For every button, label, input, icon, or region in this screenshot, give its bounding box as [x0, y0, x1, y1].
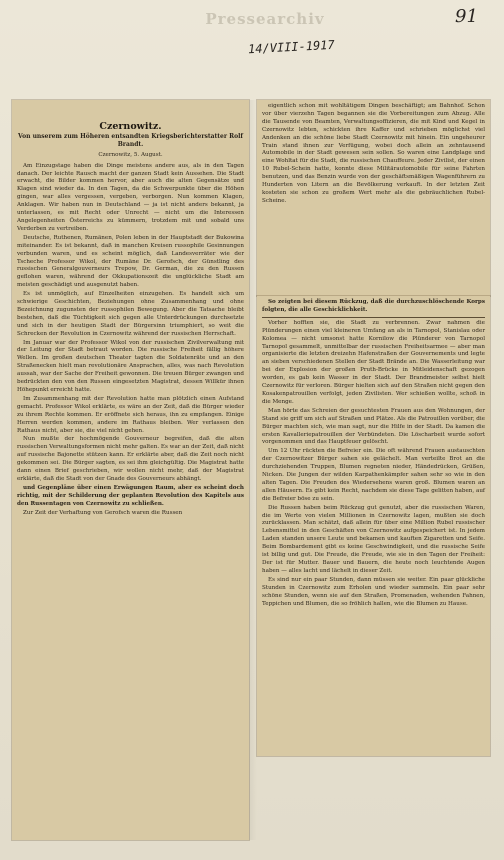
left-column [12, 100, 249, 522]
left-paragraph: Deutsche, Ruthenen, Rumänen, Polen leben in der Hauptstadt der Bukowina miteinander. Es ist bekannt, daß in manchen Kreisen russophile Gesinnungen verbunden waren, und es scheint möglich, daß Landesverräter wie der Tscheche Professor Wikol, der Rumäne Dr. Gerofsch, der Günstling des russischen Generalgouverneurs Trepow, Dr. German, die zu den Russen geflohen waren, während der Okkupationszeit die unglückliche Stadt am meisten geschädigt und ausgenutzt haben. [17, 234, 244, 289]
left-bold-paragraph: und Gegenpläne über einen Erwägungen Raum, aber es scheint doch richtig, mit der Schilderung der geplanten Revolution des Kapitels aus den Russentagen von Czernowitz zu schließen. [17, 484, 244, 507]
left-paragraph: Im Januar war der Professor Wikol von der russischen Zivilverwaltung mit der Leitung der Stadt betraut worden. Die russische Freiheit fällig höhere Wellen. Im großen deutschen Theater tagten die Soldatenräte und an den Straßenecken hielt man revolutionäre Ansprachen, alles, was nach Revolution aussah, war der Sache der Freiheit gewonnen. Die treuen Bürger zwangen und bedrückten den von den Russen eingesetzten Magistrat, dessen Willkür ihnen Höhepunkt erreicht hatte. [17, 339, 244, 393]
newspaper-clipping-left [12, 100, 249, 840]
article-byline: Von unserem zum Höheren entsandten Kriegsberichterstatter Rolf Brandt. [18, 132, 243, 148]
right-bottom-paragraph: Es sind nur ein paar Stunden, dann müssen sie weiter. Ein paar glückliche Stunden in Czernowitz zum Erholen und wieder sammeln. Ein paar sehr schöne Stunden, wenn sie auf den Straßen, Promenaden, wehenden Fahnen, Teppichen und Blumen, die so fröhlich hallen, wie die Blumen zu Hause. [262, 576, 485, 607]
handwritten-date: 14/VIII-1917 [247, 37, 336, 57]
right-bottom-column [257, 296, 490, 612]
archive-stamp: Pressearchiv [205, 10, 325, 28]
right-bottom-paragraph: Vorher hofften sie, die Stadt zu verbrennen. Zwar nahmen die Plünderungen einen viel kleineren Umfang an als in Tarnopol, Stanislau oder Kolomea — nicht umsonst hatte Kornilow die Plünderer von Tarnopol Tarnopol gesammelt, unmittelbar der russischen Freiheitsarmee — aber man organisierte die letzten dreizehn Hafenstraßen der Gouvernements und legte an sieben verschiedenen Stellen der Stadt Brände an. Die Wasserleitung war bei der Explosion der großen Pruth-Brücke in Mitleidenschaft gezogen worden, es gab kein Wasser in der Stadt. Der Brandmeister selbst hielt Czernowitz für verloren. Bürger hielten sich auf den Straßen nicht gegen den Kosakenpatrouillen verfolgt, jeden Zivilisten. Wer schießen wollte, schoß in die Menge. [262, 319, 485, 405]
article-title: Czernowitz. [99, 121, 162, 132]
left-paragraph: Zur Zeit der Verhaftung von Gerofsch waren die Russen [23, 509, 183, 516]
gutter-shadow [249, 100, 257, 840]
right-bottom-paragraph: Man hörte das Schreien der gesuchtesten Frauen aus den Wohnungen, der Stand sie griff um sich auf Straßen und Plätze. Als die Patrouillen vorüber, die Bürger machten sich, wie man sagt, nur die Hilfe in der Stadt. Da kamen die ersten Kavalleriepatrouillen der Verbündeten. Die Löscharbeit wurde sofort vorgenommen und das Hauptfeuer gelöscht. [262, 407, 485, 446]
column-divider [262, 317, 485, 318]
handwritten-page-number: 91 [455, 6, 478, 27]
left-paragraph: Am Einzugstage haben die Dinge meistens andere aus, als in den Tagen danach. Der leichte Rausch macht der ganzen Stadt kein Aussehen. Die Stadt erwacht, die Bilder kommen hervor, aber auch die alten Gegensätze und Klagen sind wieder da. In den Tagen, da die Schwerpunkte über die Höhen gingen, war alles vergessen, vergeben, verborgen. Nun kommen Klagen, Anklagen. Wir haben nun in Deutschland — ja ist nicht anders bekannt, ja unterlassen, es mit Recht oder Unrecht — nicht um die Interessen Angelegenheiten Österreichs zu kümmern, trotzdem mit und sobald uns Verderben zu vertreiben. [17, 162, 244, 232]
left-paragraph: Es ist unmöglich, auf Einzelheiten einzugehen. Es handelt sich um schwierige Geschichten, Beziehungen ohne Zusammenhang und ohne Bezeichnung zugunsten der russophilen Bewegung. Aber die Tatsache bleibt bestehen, daß die Tüchtigkeit sich gegen alle Unterdrückungen durchsetzte und sich in der heutigen Stadt der Bürgersinn triumphiert, so weit die Schrecken der Revolution in Czernowitz während der russischen Herrschaft. [17, 291, 244, 337]
right-bold-heading: So zeigten bei diesem Rückzug, daß die durchzuschlöschende Korps folgten, die alle Geschicklichkeit. [262, 299, 485, 313]
left-paragraph: Nun mußte der hochmögende Gouverneur begreifen, daß die alten russischen Verwaltungsformen nicht mehr galten. Es war an der Zeit, daß nicht auf russische Bajonette stützen kann. Er erklärte aber, daß die Zeit noch nicht gekommen sei. Die Bürger sagten, es sei ihm gleichgültig. Die Magistrat hatte dann einen Brief geschrieben, wir wollen nicht mehr, daß der Magistrat erklärte, daß die Stadt von der Gnade des Gouverneurs abhängt. [17, 436, 244, 482]
newspaper-clipping-right-top [257, 100, 490, 296]
article-dateline: Czernowitz, 5. August. [98, 151, 163, 158]
right-top-column [257, 100, 490, 210]
right-top-paragraph: eigentlich schon mit wohltätigem Dingen beschäftigt; am Bahnhof. Schon vor über vierzehn Tagen begannen sie die Vorbereitungen zum Abzug. Alle die Tausende von Beamten, Verwaltungsoffizieren, die mit Kind und Kegel in Czernowitz lebten, schickten ihre Kaffer und schrieben möglichst viel Andenken an die schöne liebe Stadt Czernowitz mit hinein. Ein ungeheurer Train stand ihnen zur Verfügung, wobei doch allein an zehntausend Automobile in der Stadt gewesen sein sollen. So waren eine Landplage und eine Wohltat für die Stadt, die russischen Chauffeure. Jeder Zivilist, der einen 10 Rubel-Schein hatte, konnte diese Militärautomobile für seine Fahrten benutzen, und das Benzin wurde von der geschäftsmäßigen Wagenführern zu Hunderten von Litern an die Bevölkerung verkauft. In der letzten Zeit kosteten sie schon zu großem Wert mehr als die gebräuchlichen Rubel-Scheine. [262, 103, 485, 204]
right-bottom-paragraph: Die Russen haben beim Rückzug gut genutzt, aber die russischen Waren, die im Werte von vielen Millionen in Czernowitz lagen, mußten sie doch zurücklassen. Man schätzt, daß allein für über eine Million Rubel russischer Lebensmittel in den Geschäften von Czernowitz aufgespeichert ist. In jedem Laden standen unsere Leute und bekamen und kauften Zigaretten und Seife. Beim Bombardement gibt es keine Geschwindigkeit, und die russische Seife ist billig und gut. Die Freude, die Freude, wie sie in den Tagen der Freiheit: Der ist für Mutter. Bauer und Bauern, die heute noch leuchtende Augen haben — alles lacht und lächelt in dieser Zeit. [262, 504, 485, 574]
right-bottom-paragraph: Um 12 Uhr rückten die Befreier ein. Die oft während Frauen austauschten der Czernowitzer Bürger sahen sie gelächelt. Man verteilte Brot an die durchziehenden Truppen, Blumen regneten nieder, Händedrücken, Grüßen, Nicken. Die Jungen der wilden Karpathenkämpfer sahen sehr so wie in den alten Tagen. Die Freuden des Wiedersehens waren groß. Blumen waren an allen Häusern. Es gibt kein Recht, nachdem sie diese Tage gelitten haben, auf die Befreier böse zu sein. [262, 448, 485, 502]
left-paragraph: Im Zusammenhang mit der Revolution hatte man plötzlich einen Aufstand gemacht. Professor Wikol erklärte, es wäre an der Zeit, daß die Bürger wieder zu ihrem Rechte kommen. Er eröffnete sich heraus, ihn zu empfangen. Einige Herren werden kommen, andere im Rathaus bleiben. Wer verlassen den Rathaus nicht, aber sie, die viel nicht gehen. [17, 395, 244, 434]
newspaper-clipping-right-bottom [257, 296, 490, 756]
